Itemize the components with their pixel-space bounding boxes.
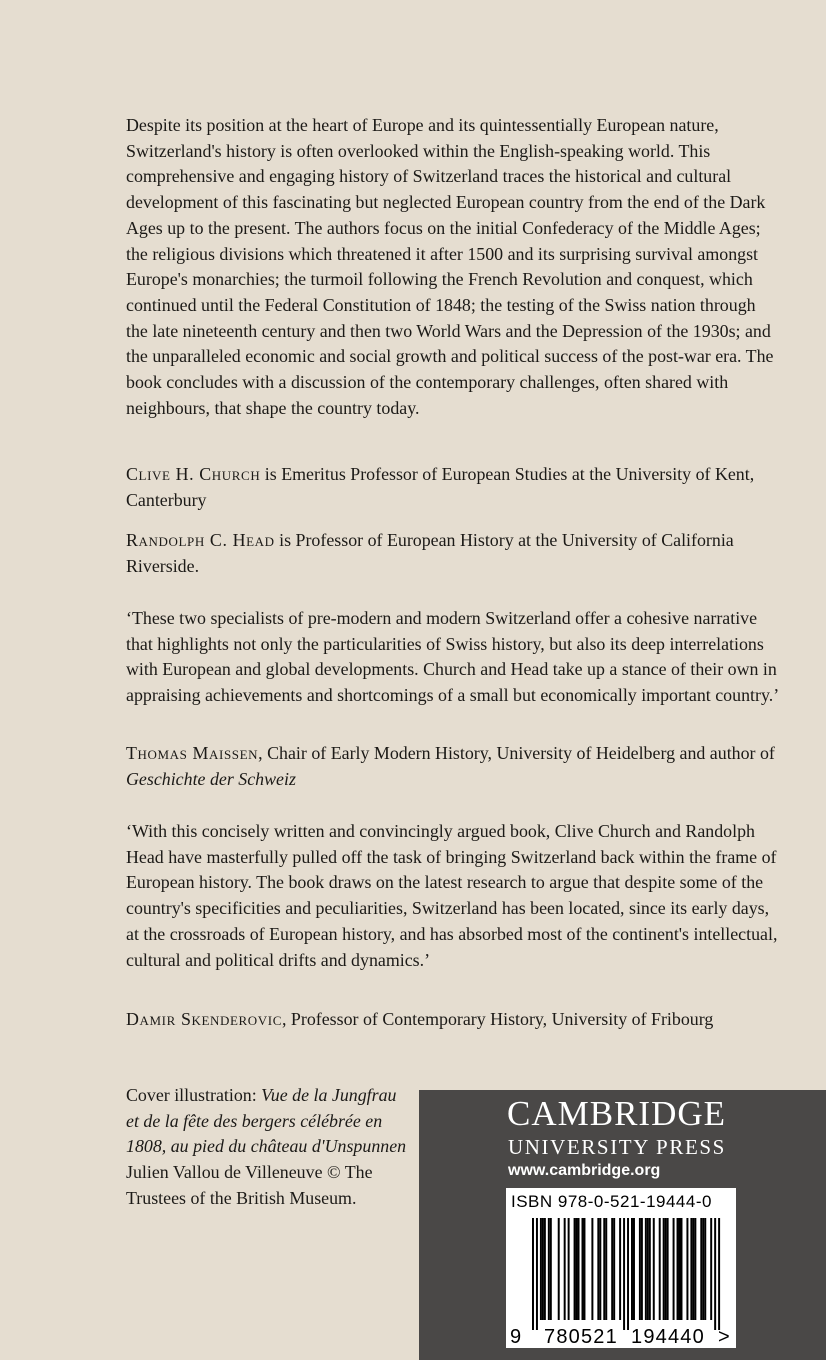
barcode-bar	[599, 1218, 601, 1320]
review-attribution	[126, 741, 780, 792]
barcode-bar	[597, 1218, 599, 1320]
barcode-bar	[663, 1218, 665, 1320]
barcode-bar	[532, 1218, 534, 1330]
review-quote-text: ‘These two specialists of pre-modern and modern Switzerland offer a cohesive narrative that highlights not only the particularities of Swiss history, but also its deep interrelations with European and global developments. Church and Head take up a stance of their own in appraising achievements and shortcomings of a small but economically important country.’	[126, 608, 780, 706]
barcode-bar	[649, 1218, 651, 1320]
barcode-bar	[667, 1218, 669, 1320]
barcode-bars	[532, 1218, 720, 1330]
barcode-bar	[633, 1218, 635, 1320]
barcode-bar	[623, 1218, 625, 1330]
barcode-bar	[574, 1218, 576, 1320]
reviewer-work-title: Geschichte der Schweiz	[126, 768, 296, 789]
cover-illustration-credit	[126, 1083, 411, 1212]
publisher-panel	[419, 1090, 826, 1360]
barcode-bar	[694, 1218, 696, 1320]
barcode-bar	[603, 1218, 605, 1320]
barcode-bar	[647, 1218, 649, 1320]
barcode-bar	[681, 1218, 683, 1320]
barcode-bar	[690, 1218, 692, 1320]
barcode-bar	[536, 1218, 538, 1330]
barcode-bar	[558, 1218, 560, 1320]
barcode-bar	[692, 1218, 694, 1320]
review-quote-skenderovic	[126, 819, 780, 973]
review-attribution-maissen	[126, 741, 780, 792]
barcode-bar	[665, 1218, 667, 1320]
reviewer-affiliation: , Chair of Early Modern History, University of Heidelberg and author of	[258, 743, 775, 763]
barcode-graphic	[506, 1188, 736, 1348]
isbn-barcode-box	[506, 1188, 736, 1348]
author-bio-text: is Emeritus Professor of European Studies at the University of Kent, Canterbury	[126, 464, 755, 510]
review-attribution	[126, 1007, 780, 1033]
credit-suffix: Julien Vallou de Villeneuve © The Trustees of the British Museum.	[126, 1162, 373, 1208]
review-attribution-skenderovic	[126, 1007, 780, 1033]
review-quote-maissen	[126, 606, 780, 709]
barcode-bar	[677, 1218, 679, 1320]
barcode-bar	[613, 1218, 615, 1320]
barcode-bar	[582, 1218, 584, 1320]
barcode-bar	[542, 1218, 544, 1320]
barcode-bar	[704, 1218, 706, 1320]
barcode-bar	[578, 1218, 580, 1320]
barcode-bar	[631, 1218, 633, 1320]
barcode-bar	[718, 1218, 720, 1330]
barcode-bar	[544, 1218, 546, 1320]
author-bio-paragraph	[126, 462, 780, 513]
barcode-bar	[702, 1218, 704, 1320]
barcode-bar	[673, 1218, 675, 1320]
reviewer-name: Damir Skenderovic	[126, 1009, 282, 1029]
barcode-bar	[568, 1218, 570, 1320]
review-quote-text: ‘With this concisely written and convincingly argued book, Clive Church and Randolph Head have masterfully pulled off the task of bringing Switzerland back within the frame of European history. The book draws on the latest research to argue that despite some of the country's specificities and peculiarities, Switzerland has been located, since its early days, at the crossroads of European history, and has absorbed most of the continent's intellectual, cultural and political drifts and dynamics.’	[126, 821, 778, 970]
barcode-digit-prefix: 9	[510, 1326, 522, 1348]
barcode-bar	[550, 1218, 552, 1320]
barcode-bar	[686, 1218, 688, 1320]
barcode-bar	[591, 1218, 593, 1320]
barcode-bar	[540, 1218, 542, 1320]
author-bio-text: is Professor of European History at the University of California Riverside.	[126, 530, 734, 576]
author-bio-paragraph	[126, 528, 780, 579]
credit-prefix: Cover illustration:	[126, 1085, 262, 1105]
publisher-url: www.cambridge.org	[508, 1162, 661, 1179]
isbn-label: ISBN 978-0-521-19444-0	[511, 1192, 712, 1211]
barcode-bar	[645, 1218, 647, 1320]
barcode-quiet-zone-marker: >	[718, 1326, 730, 1348]
barcode-bar	[700, 1218, 702, 1320]
barcode-digits-left: 780521	[544, 1326, 618, 1348]
barcode-bar	[627, 1218, 629, 1330]
barcode-bar	[653, 1218, 655, 1320]
barcode-bar	[611, 1218, 613, 1320]
barcode-bar	[583, 1218, 585, 1320]
reviewer-name: Thomas Maissen	[126, 743, 259, 763]
description-text: Despite its position at the heart of Europe and its quintessentially European nature, Switzerland's history is often overlooked within the English-speaking world. This comprehensive and engaging history of Switzerland traces the historical and cultural development of this fascinating but neglected European country from the end of the Dark Ages up to the present. The authors focus on the initial Confederacy of the Middle Ages; the religious divisions which threatened it after 1500 and its surprising survival amongst Europe's monarchies; the turmoil following the French Revolution and conquest, which continued until the Federal Constitution of 1848; the testing of the Swiss nation through the late nineteenth century and then two World Wars and the Depression of the 1930s; and the unparalleled economic and social growth and political success of the post-war era. The book concludes with a discussion of the contemporary challenges, often shared with neighbours, that shape the country today.	[126, 115, 774, 418]
barcode-bar	[659, 1218, 661, 1320]
credit-artwork-title: Vue de la Jungfrau et de la fête des bergers célébrée en 1808, au pied du château d'Unspunnen	[126, 1085, 407, 1157]
barcode-bar	[710, 1218, 712, 1320]
publisher-logo-press: UNIVERSITY PRESS	[508, 1135, 726, 1159]
author-bio-church	[126, 462, 780, 513]
publisher-logo-name: CAMBRIDGE	[507, 1094, 727, 1133]
barcode-bar	[576, 1218, 578, 1320]
book-description	[126, 113, 780, 421]
barcode-bar	[564, 1218, 566, 1320]
barcode-bar	[548, 1218, 550, 1320]
barcode-bar	[605, 1218, 607, 1320]
author-bio-head	[126, 528, 780, 579]
barcode-bar	[641, 1218, 643, 1320]
barcode-bar	[639, 1218, 641, 1320]
reviewer-affiliation: , Professor of Contemporary History, University of Fribourg	[281, 1009, 714, 1029]
barcode-bar	[679, 1218, 681, 1320]
barcode-digits-right: 194440	[631, 1326, 705, 1348]
author-name: Clive H. Church	[126, 464, 261, 484]
author-name: Randolph C. Head	[126, 530, 275, 550]
barcode-bar	[619, 1218, 621, 1320]
barcode-bar	[714, 1218, 716, 1330]
